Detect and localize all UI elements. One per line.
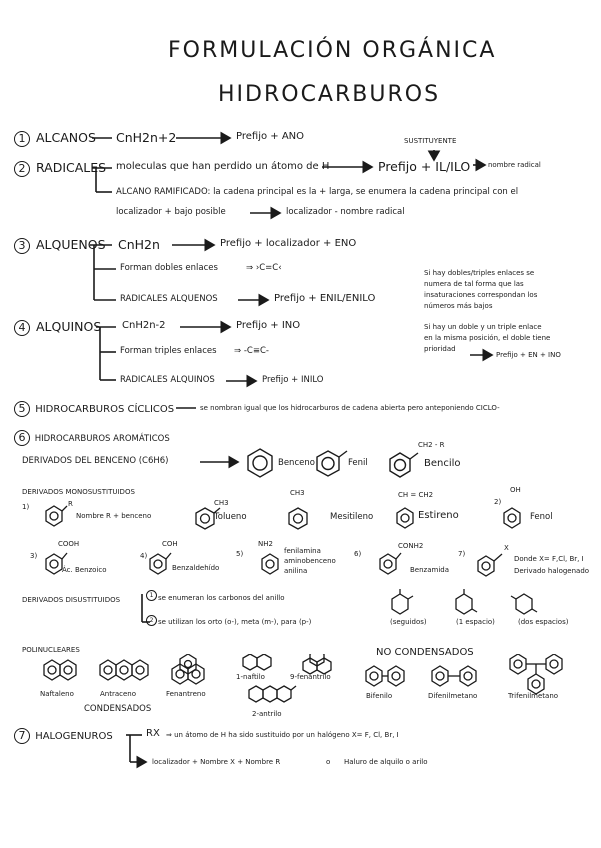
ramificado-text-2: localizador + bajo posible [116,207,226,217]
section-number: 7 [14,728,30,744]
section-number: 6 [14,430,30,446]
section-number: 4 [14,320,30,336]
bifenilo-label: Bifenilo [366,692,393,700]
section-alquinos [14,319,101,336]
disust-option-2-marker: 2 [146,615,159,626]
anilina-name: fenilamina [284,547,321,555]
note-line: Si hay un doble y un triple enlace [424,323,542,331]
section-halogenuros [14,728,113,744]
alcanos-formula: CnH2n+2 [116,130,177,145]
anilina-name: anilina [284,567,308,575]
section-label: HIDROCARBUROS CÍCLICOS [35,404,175,415]
anilina-names [284,546,336,576]
mono-4-num: 4) [140,552,148,560]
fenol-name: Fenol [530,512,553,522]
anilina-sub: NH2 [258,540,273,548]
phenyl-ring-icon [317,451,339,476]
mono-2-num: 2) [494,498,502,506]
halo-alt: Haluro de alquilo o arilo [344,758,428,766]
radicales-rule: Prefijo + IL/ILO [378,159,471,174]
disust-option-2: se utilizan los orto (o-), meta (m-), para (p-) [158,618,312,626]
derivados-label: DERIVADOS DEL BENCENO (C6H6) [22,456,169,466]
note-line: prioridad [424,345,456,353]
side-note-2-rule: Prefijo + EN + INO [496,351,561,359]
section-label: RADICALES [35,160,107,175]
halo-rx: RX [146,728,160,739]
bencilo-substituent: CH2 - R [418,441,445,449]
meta-label: (1 espacio) [456,618,495,626]
halo-definition: ⇒ un átomo de H ha sido sustituido por un halógeno X= F, Cl, Br, I [166,731,399,739]
aromatic-circle [253,456,267,470]
aromatic-circle [322,458,334,470]
mono-1-sub: R [68,500,73,508]
benzoico-name: Ác. Benzoico [62,566,107,574]
difenilmetano-label: Difenilmetano [428,692,478,700]
naftilo-label: 1-naftilo [236,673,265,681]
bencilo-label: Bencilo [424,458,461,469]
section-label: HALOGENUROS [35,731,113,742]
dobles-symbol: ›C=C‹ [255,263,282,273]
benzamida-sub: CONH2 [398,542,424,550]
section-ciclicos [14,401,174,417]
fenantrilo-label: 9-fenantrilo [290,673,331,681]
tolueno-sub: CH3 [214,499,229,507]
note-line: en la misma posición, el doble tiene [424,334,551,342]
naftaleno-label: Naftaleno [40,690,74,698]
no-condensados-label: NO CONDENSADOS [376,647,474,658]
alquenos-formula: CnH2n [118,237,160,252]
mesitileno-sub: CH3 [290,489,305,497]
disust-option-1-marker: 1 [146,590,159,601]
benzyl-ring-icon [390,453,410,477]
disust-option-1: se enumeran los carbonos del anillo [158,594,285,602]
alquinos-rule: Prefijo + INO [236,320,301,331]
page-title: FORMULACIÓN ORGÁNICA [168,38,497,63]
side-note-1 [424,268,537,312]
note-line: Si hay dobles/triples enlaces se [424,269,535,277]
section-label: ALCANOS [35,130,96,145]
note-line: insaturaciones correspondan los [424,291,538,299]
section-number: 3 [14,238,30,254]
halogenado-name: Derivado halogenado [514,567,590,575]
alquinos-radicales-rule: Prefijo + INILO [262,375,324,385]
halogenado-sub: X [504,544,509,552]
triples-symbol: -C≡C- [243,346,269,356]
mono-5-num: 5) [236,550,244,558]
mono-1-name: Nombre R + benceno [76,512,152,520]
section-radicales [14,160,106,177]
section-label: ALQUINOS [35,319,102,334]
section-alquenos [14,237,106,254]
fenil-label: Fenil [348,458,368,468]
mono-1-num: 1) [22,503,30,511]
section-number: 5 [14,401,30,417]
antraceno-label: Antraceno [100,690,137,698]
halo-or: o [326,758,331,766]
condensados-label: CONDENSADOS [84,704,152,714]
mesitileno-name: Mesitileno [330,512,374,522]
section-number: 2 [14,161,30,177]
benzoico-sub: COOH [58,540,80,548]
sustituyente-label: SUSTITUYENTE [404,137,457,145]
mono-label: DERIVADOS MONOSUSTITUIDOS [22,488,135,496]
section-aromaticos [14,430,170,446]
orto-label: (seguidos) [390,618,427,626]
note-line: números más bajos [424,302,493,310]
mono-row-1-drawing [30,500,570,540]
alquenos-radicales-rule: Prefijo + ENIL/ENILO [274,293,376,304]
benzaldehido-name: Benzaldehído [172,564,220,572]
halo-rule: localizador + Nombre X + Nombre R [152,758,281,766]
alquinos-triples-symbol: ⇒ -C≡C- [234,346,269,356]
poli-label: POLINUCLEARES [22,646,80,654]
estireno-name: Estireno [418,510,459,521]
alquinos-formula: CnH2n-2 [122,320,166,331]
aromatic-circle [395,460,406,471]
benzamida-name: Benzamida [410,566,450,574]
radicales-definition: moleculas que han perdido un átomo de H [116,161,330,172]
alquenos-rule: Prefijo + localizador + ENO [220,238,357,249]
anilina-name: aminobenceno [284,557,336,565]
page-subtitle: HIDROCARBUROS [218,82,441,107]
section-number: 1 [14,131,30,147]
ramificado-text-1: ALCANO RAMIFICADO: la cadena principal es la + larga, se enumera la cadena principal con el [116,187,519,197]
halo-def-text: un átomo de H ha sido sustituido por un halógeno X= F, Cl, Br, I [174,731,399,739]
disust-rings-drawing [384,588,574,618]
disust-label: DERIVADOS DISUSTITUIDOS [22,596,121,604]
section-label: HIDROCARBUROS AROMÁTICOS [34,434,170,444]
fenantreno-label: Fenantreno [166,690,206,698]
alquenos-dobles-symbol: ⇒ ›C=C‹ [246,263,282,273]
tolueno-name: Tolueno [214,512,247,522]
alquenos-dobles: Forman dobles enlaces [120,263,218,273]
benzene-ring-icon [248,449,272,477]
trifenilmetano-label: Trifenilmetano [508,692,559,700]
antrilo-label: 2-antrilo [252,710,282,718]
para-label: (dos espacios) [518,618,569,626]
mono-3-num: 3) [30,552,38,560]
benzaldehido-sub: COH [162,540,178,548]
alquenos-radicales: RADICALES ALQUENOS [120,294,218,304]
alcanos-rule: Prefijo + ANO [236,131,305,142]
radicales-note: nombre radical [488,161,541,169]
alquinos-triples: Forman triples enlaces [120,346,217,356]
fenol-sub: OH [510,486,521,494]
ciclicos-text: se nombran igual que los hidrocarburos de cadena abierta pero anteponiendo CICLO- [200,404,500,412]
mono-7-num: 7) [458,550,466,558]
note-line: numera de tal forma que las [424,280,524,288]
ramificado-text-3: localizador - nombre radical [286,207,405,217]
alquinos-radicales: RADICALES ALQUINOS [120,375,215,385]
mono-6-num: 6) [354,550,362,558]
section-label: ALQUENOS [35,237,106,252]
benceno-label: Benceno [278,458,315,468]
section-alcanos [14,130,96,147]
halogenado-extra: Donde X= F,Cl, Br, I [514,555,584,563]
estireno-sub: CH = CH2 [398,491,434,499]
